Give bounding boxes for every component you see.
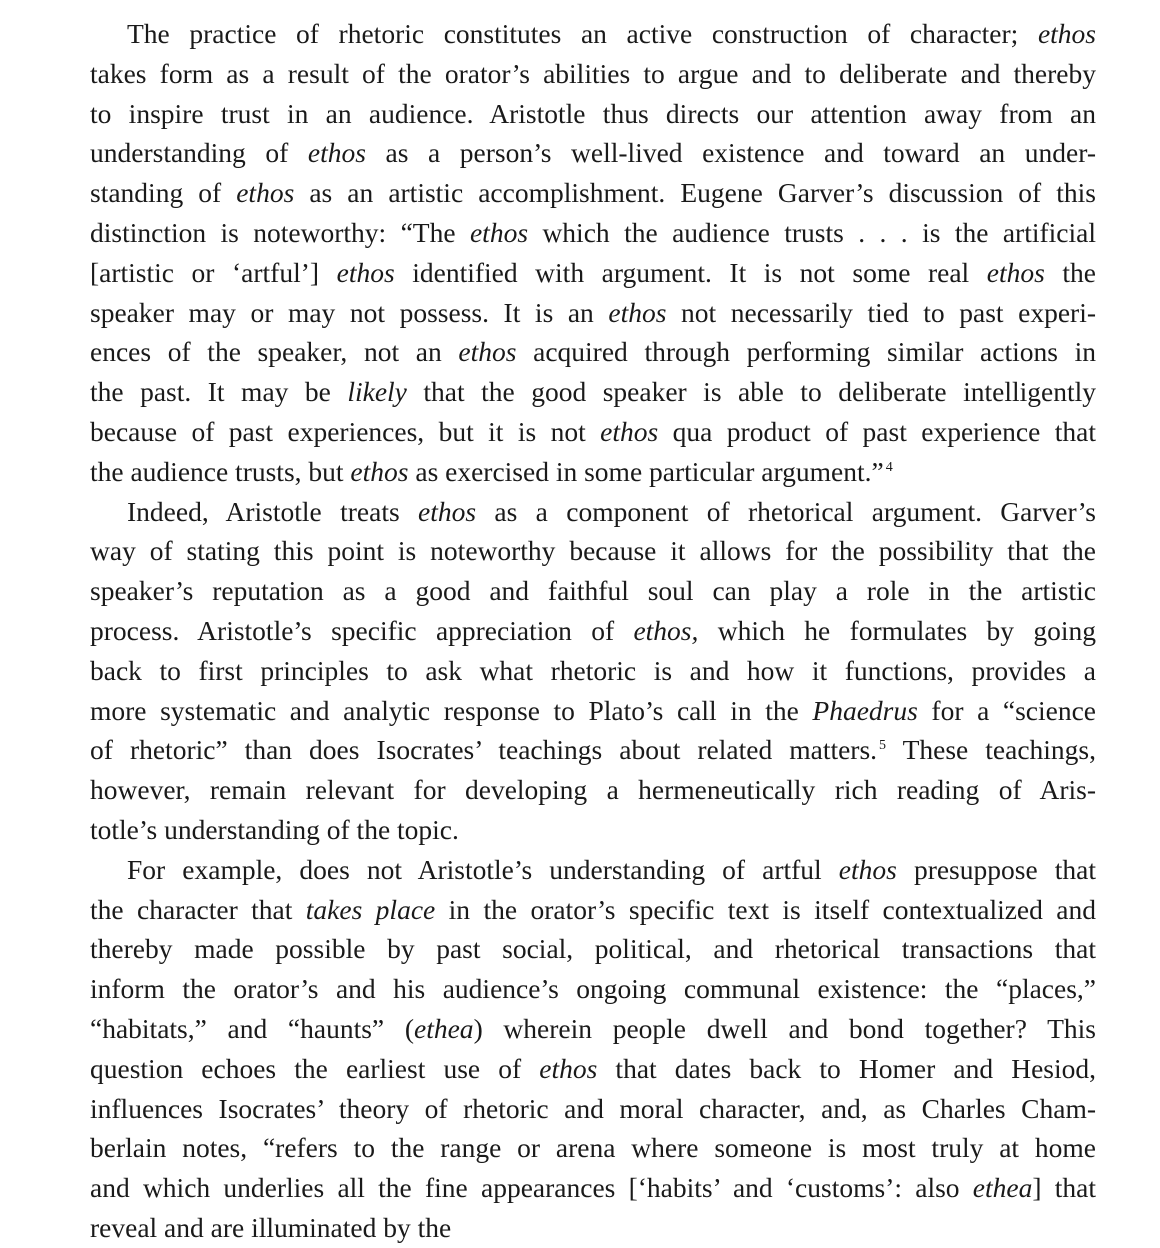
italic-text: takes place [305,893,436,925]
text-line [90,929,1096,969]
text-run: distinction is noteworthy: “The [90,216,470,248]
text-line [90,770,1096,810]
paragraph [90,14,1096,492]
text-run: totle’s understanding of the topic. [90,813,459,845]
text-run: question echoes the earliest use of [90,1052,540,1084]
text-line [90,253,1096,293]
text-run: of rhetoric” than does Isocrates’ teachings about related matters. [90,734,878,766]
text-run: as a person’s well-lived existence and toward an under- [365,137,1096,169]
text-run: the past. It may be [90,376,348,408]
text-run: standing of [90,177,237,209]
text-run: For example, does not Aristotle’s understanding of artful [127,853,839,885]
paragraph [90,492,1096,850]
text-run: as a component of rhetorical argument. Garver’s [476,495,1097,527]
text-run: to inspire trust in an audience. Aristotle thus directs our attention away from an [90,97,1096,129]
italic-text: ethos [336,256,395,288]
text-run: process. Aristotle’s specific appreciation of [90,614,634,646]
text-run: reveal and are illuminated by the [90,1211,452,1243]
paragraph [90,850,1096,1248]
text-line [90,1168,1096,1208]
text-run: qua product of past experience that [658,415,1096,447]
text-run: because of past experiences, but it is not [90,415,601,447]
italic-text: Phaedrus [812,694,918,726]
text-line [90,611,1096,651]
italic-text: ethea [414,1012,474,1044]
text-run: berlain notes, “refers to the range or arena where someone is most truly at home [90,1132,1096,1164]
text-run: takes form as a result of the orator’s abilities to argue and to deliberate and thereby [90,57,1096,89]
text-line [90,133,1096,173]
text-line [90,372,1096,412]
text-line [90,173,1096,213]
text-run: that dates back to Homer and Hesiod, [597,1052,1096,1084]
text-line [90,651,1096,691]
text-line [90,810,1096,850]
italic-text: ethos [350,455,409,487]
text-line [90,332,1096,372]
text-run: speaker’s reputation as a good and faithful soul can play a role in the artistic [90,575,1096,607]
book-page [90,14,1096,1248]
italic-text: ethos [1037,18,1096,49]
text-line [90,54,1096,94]
text-run: the character that [90,893,306,925]
italic-text: likely [347,376,407,408]
text-run: identified with argument. It is not some real [394,256,987,288]
text-line [90,850,1096,890]
text-run: Indeed, Aristotle treats [127,495,419,527]
text-run: back to first principles to ask what rhetoric is and how it functions, provides a [90,654,1096,686]
text-line [90,293,1096,333]
text-line [90,1089,1096,1129]
body-text [90,14,1096,1248]
footnote-marker: 4 [885,459,893,475]
italic-text: ethos [236,177,295,209]
text-line [90,213,1096,253]
text-line [90,492,1096,532]
text-run: thereby made possible by past social, political, and rhetorical transactions that [90,933,1096,965]
italic-text: ethos [458,336,517,368]
text-run: ] that [1032,1172,1096,1204]
text-line [90,571,1096,611]
text-line [90,1128,1096,1168]
text-run: way of stating this point is noteworthy because it allows for the possibility that the [90,535,1096,567]
italic-text: ethos [307,137,366,169]
text-run: more systematic and analytic response to Plato’s call in the [90,694,813,726]
text-line [90,94,1096,134]
text-run: the audience trusts, but [90,455,351,487]
text-run: in the orator’s specific text is itself contextualized and [435,893,1096,925]
text-run: presuppose that [896,853,1096,885]
text-run: the [1044,256,1096,288]
italic-text: ethea [972,1172,1033,1204]
text-run: [artistic or ‘artful’] [90,256,337,288]
text-line [90,1009,1096,1049]
italic-text: ethos, [633,614,699,646]
italic-text: ethos [469,216,529,248]
text-run: ences of the speaker, not an [90,336,459,368]
italic-text: ethos [600,415,659,447]
footnote-marker: 5 [879,738,887,754]
text-run: that the good speaker is able to deliberate intelligently [406,376,1096,408]
text-run: for a “science [917,694,1096,726]
text-run: as an artistic accomplishment. Eugene Garver’s discussion of this [294,177,1096,209]
text-run: The practice of rhetoric constitutes an active construction of character; [127,18,1038,49]
text-run: speaker may or may not possess. It is an [90,296,609,328]
text-run: which the audience trusts . . . is the artificial [528,216,1096,248]
text-line [90,730,1096,770]
italic-text: ethos [608,296,667,328]
text-run: and which underlies all the fine appearances [‘habits’ and ‘customs’: also [90,1172,973,1204]
text-line [90,531,1096,571]
text-run: as exercised in some particular argument.” [408,455,884,487]
text-run: not necessarily tied to past experi- [666,296,1097,328]
text-line [90,412,1096,452]
text-run: however, remain relevant for developing a hermeneutically rich reading of Aris- [90,774,1096,806]
text-run: These teachings, [886,734,1096,766]
text-line [90,890,1096,930]
italic-text: ethos [539,1052,598,1084]
text-line [90,452,1096,492]
italic-text: ethos [418,495,477,527]
text-line [90,1208,1096,1248]
text-line [90,691,1096,731]
text-run: which he formulates by going [698,614,1097,646]
text-line [90,14,1096,54]
text-run: inform the orator’s and his audience’s ongoing communal existence: the “places,” [90,973,1096,1005]
text-run: “habitats,” and “haunts” ( [90,1012,414,1044]
text-line [90,969,1096,1009]
text-run: acquired through performing similar actions in [516,336,1096,368]
italic-text: ethos [838,853,897,885]
text-run: influences Isocrates’ theory of rhetoric and moral character, and, as Charles Cham- [90,1092,1096,1124]
italic-text: ethos [986,256,1045,288]
text-run: understanding of [90,137,308,169]
text-run: ) wherein people dwell and bond together? This [473,1012,1096,1044]
text-line [90,1049,1096,1089]
